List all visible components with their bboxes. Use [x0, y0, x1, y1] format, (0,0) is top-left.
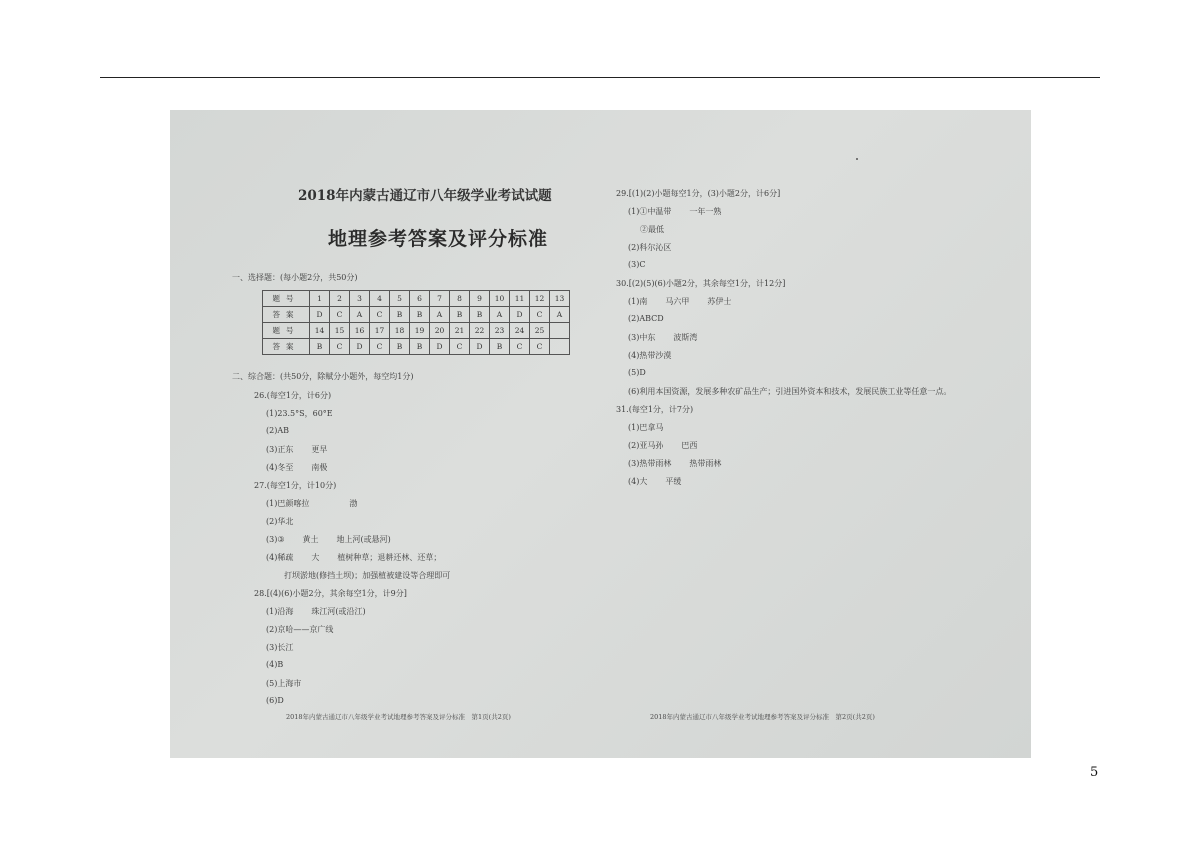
table-cell: 15 [330, 323, 350, 339]
section2-heading: 二、综合题：(共50分，除赋分小题外，每空均1分) [232, 372, 414, 381]
table-cell: C [330, 307, 350, 323]
answer-part: 热带雨林 [689, 459, 722, 468]
q29-heading: 29.[(1)(2)小题每空1分，(3)小题2分，计6分] [616, 189, 781, 198]
answer-line [266, 498, 357, 509]
table-cell: 22 [470, 323, 490, 339]
table-cell: C [370, 307, 390, 323]
table-cell: 10 [490, 291, 510, 307]
answer-part: 一年一熟 [689, 207, 722, 216]
answer-part: 平缓 [665, 477, 682, 486]
table-cell: 19 [410, 323, 430, 339]
row-label: 答案 [263, 339, 310, 355]
answer-part: (3)正东 [266, 445, 294, 454]
answer-line: (1)巴拿马 [628, 423, 664, 432]
answer-part: 珠江河(或沿江) [311, 607, 366, 616]
scanned-answer-sheet [170, 110, 1031, 758]
table-cell: B [310, 339, 330, 355]
table-cell: 14 [310, 323, 330, 339]
table-cell: D [470, 339, 490, 355]
q28-heading: 28.[(4)(6)小题2分，其余每空1分，计9分] [254, 589, 407, 598]
table-row [263, 307, 570, 323]
table-cell: B [490, 339, 510, 355]
table-cell: C [530, 307, 550, 323]
table-cell: 8 [450, 291, 470, 307]
table-cell [550, 339, 570, 355]
table-cell: B [390, 307, 410, 323]
answer-line [266, 534, 391, 545]
table-cell: B [450, 307, 470, 323]
answer-line: ②最低 [640, 225, 664, 234]
table-cell: 1 [310, 291, 330, 307]
answer-line [266, 606, 366, 617]
answer-part: 波斯湾 [673, 333, 698, 342]
answer-line: (6)D [266, 696, 284, 705]
answer-part: 地上河(或悬河) [336, 535, 391, 544]
answer-line: (3)长江 [266, 643, 294, 652]
table-cell: D [310, 307, 330, 323]
table-cell: B [390, 339, 410, 355]
table-cell: 11 [510, 291, 530, 307]
table-cell: 6 [410, 291, 430, 307]
table-cell: 5 [390, 291, 410, 307]
row-label: 题号 [263, 323, 310, 339]
answer-part: (1)巴颜喀拉 [266, 499, 310, 508]
table-cell: C [530, 339, 550, 355]
answer-line [628, 458, 721, 469]
page-number: 5 [1090, 765, 1099, 780]
table-cell: 9 [470, 291, 490, 307]
table-cell: 12 [530, 291, 550, 307]
table-cell: D [350, 339, 370, 355]
answer-line: (5)上海市 [266, 679, 302, 688]
table-cell: 20 [430, 323, 450, 339]
answer-line: (6)利用本国资源，发展多种农矿品生产；引进国外资本和技术，发展民族工业等任意一点。 [628, 387, 952, 396]
table-cell: 16 [350, 323, 370, 339]
table-cell: 2 [330, 291, 350, 307]
answer-part: 渤 [349, 499, 358, 508]
table-cell: C [330, 339, 350, 355]
table-row [263, 339, 570, 355]
answer-part: 马六甲 [665, 297, 690, 306]
q27-heading: 27.(每空1分，计10分) [254, 481, 337, 490]
answer-line [628, 332, 697, 343]
row-label: 题号 [263, 291, 310, 307]
table-row [263, 323, 570, 339]
answer-line [266, 462, 327, 473]
table-cell: A [430, 307, 450, 323]
answer-line [628, 440, 697, 451]
answer-line: (2)华北 [266, 517, 294, 526]
answer-line: (2)AB [266, 426, 289, 435]
main-title: 地理参考答案及评分标准 [328, 228, 549, 250]
footer-left: 2018年内蒙古通辽市八年级学业考试地理参考答案及评分标准 第1页(共2页) [286, 713, 511, 721]
table-cell: 17 [370, 323, 390, 339]
table-cell: A [550, 307, 570, 323]
table-cell: B [410, 307, 430, 323]
exam-title: 2018年内蒙古通辽市八年级学业考试试题 [298, 188, 552, 204]
answer-line: (1)23.5°S，60°E [266, 409, 333, 418]
answer-part: (4)稀疏 [266, 553, 294, 562]
answer-part: 大 [311, 553, 320, 562]
table-cell: C [510, 339, 530, 355]
answer-line: (3)C [628, 260, 646, 269]
answer-line: (4)B [266, 660, 284, 669]
section1-heading: 一、选择题：(每小题2分，共50分) [232, 273, 358, 282]
answer-line: 打坝淤地(修挡土坝)；加强植被建设等合理即可 [284, 571, 451, 580]
answer-line [266, 444, 327, 455]
answer-part: (3)热带雨林 [628, 459, 672, 468]
table-cell: 25 [530, 323, 550, 339]
table-cell: 7 [430, 291, 450, 307]
table-cell: 24 [510, 323, 530, 339]
answer-part: (3)中东 [628, 333, 656, 342]
answer-line: (5)D [628, 368, 646, 377]
answer-line [266, 552, 441, 563]
answer-part: (4)冬至 [266, 463, 294, 472]
table-cell: D [430, 339, 450, 355]
answer-line [628, 476, 681, 487]
table-cell: 23 [490, 323, 510, 339]
q31-heading: 31.(每空1分，计7分) [616, 405, 694, 414]
top-rule [100, 77, 1100, 78]
answer-part: (2)亚马孙 [628, 441, 664, 450]
answer-part: 巴西 [681, 441, 698, 450]
answer-part: 苏伊士 [707, 297, 732, 306]
answer-part: (4)大 [628, 477, 648, 486]
answer-part: (1)沿海 [266, 607, 294, 616]
table-cell: B [410, 339, 430, 355]
table-cell [550, 323, 570, 339]
footer-right: 2018年内蒙古通辽市八年级学业考试地理参考答案及评分标准 第2页(共2页) [650, 713, 875, 721]
answer-part: 植树种草；退耕还林、还草； [337, 553, 442, 562]
table-cell: A [350, 307, 370, 323]
answer-part: (1)①中温带 [628, 207, 672, 216]
table-cell: 18 [390, 323, 410, 339]
table-cell: A [490, 307, 510, 323]
answer-table [262, 290, 570, 355]
table-cell: B [470, 307, 490, 323]
table-cell: D [510, 307, 530, 323]
speck [856, 158, 858, 160]
answer-part: 更早 [311, 445, 328, 454]
answer-part: (1)南 [628, 297, 648, 306]
answer-line [628, 206, 721, 217]
answer-part: 黄土 [302, 535, 319, 544]
table-row [263, 291, 570, 307]
answer-line: (2)京哈——京广线 [266, 625, 334, 634]
answer-part: (3)③ [266, 535, 285, 544]
row-label: 答案 [263, 307, 310, 323]
table-cell: C [450, 339, 470, 355]
table-cell: 21 [450, 323, 470, 339]
answer-line: (4)热带沙漠 [628, 351, 672, 360]
table-cell: 3 [350, 291, 370, 307]
table-cell: 4 [370, 291, 390, 307]
answer-line: (2)ABCD [628, 314, 664, 323]
table-cell: C [370, 339, 390, 355]
answer-line [628, 296, 731, 307]
table-cell: 13 [550, 291, 570, 307]
answer-line: (2)科尔沁区 [628, 243, 672, 252]
q26-heading: 26.(每空1分，计6分) [254, 391, 332, 400]
answer-part: 南极 [311, 463, 328, 472]
q30-heading: 30.[(2)(5)(6)小题2分，其余每空1分，计12分] [616, 279, 786, 288]
